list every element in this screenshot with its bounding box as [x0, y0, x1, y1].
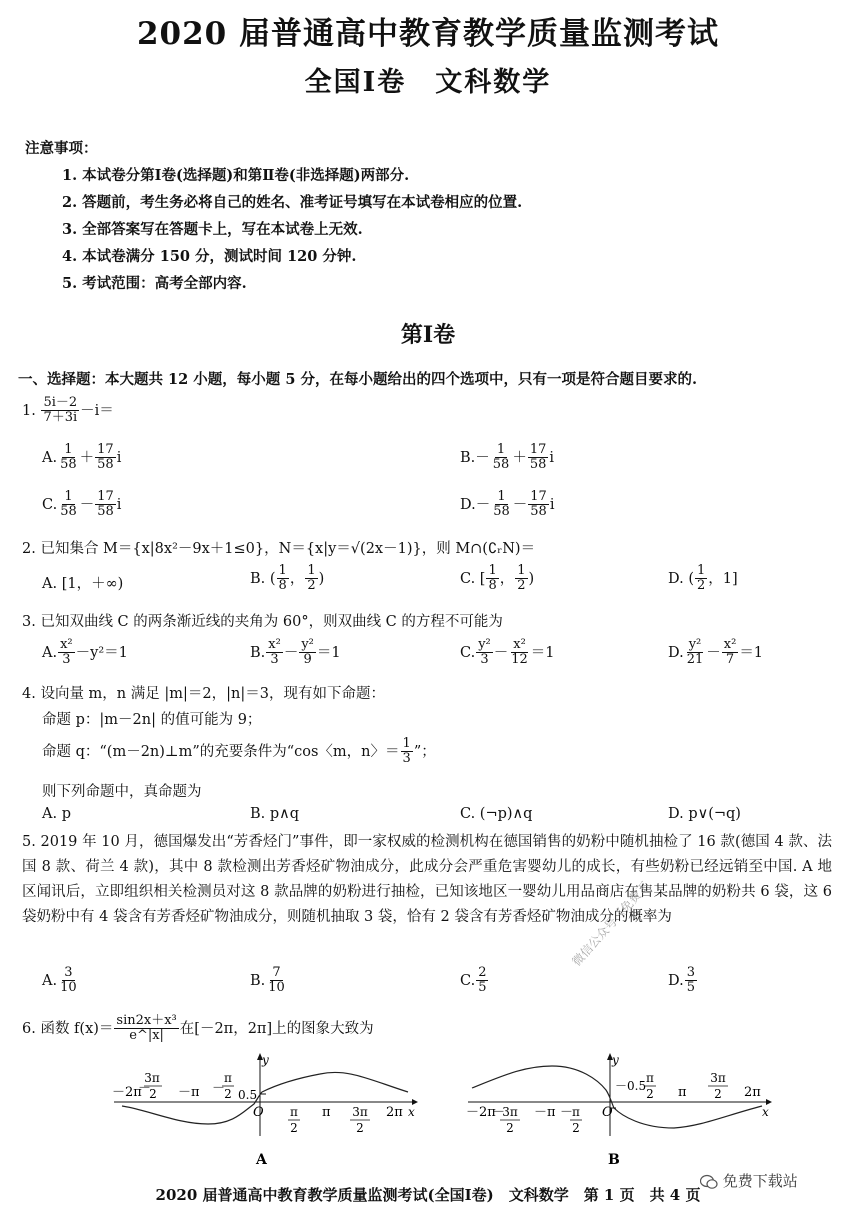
q3-option-c: C. $\frac{\text{y²}}{3}$ － $\frac{\text{x²}}{12}$ ＝1 — [460, 637, 555, 668]
graph-b-fr2-num: π — [572, 1105, 580, 1119]
graph-b-y-label: y — [612, 1053, 619, 1067]
q5-option-d: D. $\frac{3}{5}$ — [668, 965, 695, 996]
graph-a-val: 0.5 — [238, 1088, 258, 1102]
graph-b-origin: O — [602, 1105, 613, 1120]
graph-b-tick-2pi: 2π — [744, 1085, 761, 1100]
graph-a-fr1-num: 3π — [144, 1071, 160, 1085]
graph-b-x-label: x — [762, 1105, 769, 1119]
graph-a-tick-neg2pi: －2π — [112, 1085, 142, 1100]
q5-option-b: B. $\frac{7}{10}$ — [250, 965, 285, 996]
page-footer: 2020 届普通高中教育教学质量监测考试(全国Ⅰ卷) 文科数学 第 1 页 共 4 页 — [155, 1186, 701, 1204]
q4-proposition-q: 命题 q：“(m－2n)⊥m”的充要条件为“cos〈m，n〉＝ $\frac{1}{3}$ ”； — [42, 736, 436, 767]
graph-a-tick-pi: π — [322, 1105, 331, 1120]
q4-proposition-p: 命题 p：|m－2n| 的值可能为 9； — [42, 712, 262, 728]
note-item: 1. 本试卷分第Ⅰ卷(选择题)和第Ⅱ卷(非选择题)两部分. — [62, 167, 410, 184]
q4-option-d: D. p∨(¬q) — [668, 806, 741, 822]
question-4: 4. 设向量 m，n 满足 |m|＝2，|n|＝3，现有如下命题： — [22, 686, 385, 702]
graph-a-origin: O — [253, 1105, 264, 1120]
question-6: 6. 函数 f(x)＝ $\frac{\text{sin2x＋x³}}{e\^{}|x|}$ 在[－2π，2π]上的图象大致为 — [22, 1013, 374, 1044]
q4-option-a: A. p — [42, 806, 71, 822]
graph-a-fr4-den: 2 — [356, 1121, 364, 1135]
q1-option-b: B.－ $\frac{1}{58}$ ＋ $\frac{17}{58}$ i — [460, 442, 554, 473]
graph-b-fr3-den: 2 — [646, 1087, 654, 1101]
graph-b-tick-pi: π — [678, 1085, 687, 1100]
volume-title: 第Ⅰ卷 — [400, 322, 456, 348]
q3-option-b: B. $\frac{\text{x²}}{3}$ － $\frac{\text{y²}}{9}$ ＝1 — [250, 637, 341, 668]
graph-b-fr1-den: 2 — [506, 1121, 514, 1135]
graph-b-fr1-num: 3π — [502, 1105, 518, 1119]
graph-b-fr4-den: 2 — [714, 1087, 722, 1101]
graph-b-val: －0.5 — [615, 1079, 647, 1093]
graph-b — [462, 1052, 774, 1172]
graph-a-fr2-num: π — [224, 1071, 232, 1085]
graph-b-tick-negpi: －π — [534, 1105, 556, 1120]
q1-number: 1. — [22, 402, 36, 419]
note-item: 3. 全部答案写在答题卡上，写在本试卷上无效. — [62, 221, 363, 238]
graph-b-minus-3pi2: － — [492, 1105, 506, 1120]
watermark-text: 免费下载站 — [722, 1172, 798, 1190]
q1-option-d: D.－ $\frac{1}{58}$ － $\frac{17}{58}$ i — [460, 489, 555, 520]
q5-option-c: C. $\frac{2}{5}$ — [460, 965, 487, 996]
graph-b-tick-neg2pi: －2π — [466, 1105, 496, 1120]
q4-option-c: C. (¬p)∧q — [460, 806, 533, 822]
note-item: 2. 答题前，考生务必将自己的姓名、准考证号填写在本试卷相应的位置. — [62, 194, 523, 211]
graph-b-minus-pi2: － — [560, 1105, 574, 1120]
graph-b-label: B — [608, 1152, 620, 1168]
graph-a-y-label: y — [262, 1053, 269, 1067]
q5-option-a: A. $\frac{3}{10}$ — [42, 965, 77, 996]
q2-option-a: A. [1，＋∞) — [42, 576, 124, 592]
question-5: 5. 2019 年 10 月，德国爆发出“芳香烃门”事件，即一家权威的检测机构在德国销售的奶粉中随机抽检了 16 款(德国 4 款、法国 8 款、荷兰 4 款)，其中 8 款检测出芳香烃矿物油成分，此成分会严重危害婴幼儿的成长，有些奶粉已经远销至中国. A 地区闻讯后，立即组织相关检测员对这 8 款品牌的奶粉进行抽检，已知该地区一婴幼儿用品商店在售某品牌的奶粉共 6 袋，这 6 袋奶粉中有 4 袋含有芳香烃矿物油成分，则随机抽取 3 袋，恰有 2 袋含有芳香烃矿物油成分的概率为 — [22, 834, 832, 925]
q3-option-a: A. $\frac{\text{x²}}{3}$ －y²＝1 — [42, 637, 128, 668]
graph-a-label: A — [256, 1152, 267, 1168]
q4-option-b: B. p∧q — [250, 806, 300, 822]
graph-a-fr3-den: 2 — [290, 1121, 298, 1135]
q1-rest: －i＝ — [80, 402, 114, 419]
exam-title: 2020 届普通高中教育教学质量监测考试 — [136, 16, 720, 52]
graph-a-minus-3pi2: － — [138, 1081, 152, 1096]
q3-option-d: D. $\frac{\text{y²}}{21}$ － $\frac{\text{x²}}{7}$ ＝1 — [668, 637, 764, 668]
question-2: 2. 已知集合 M＝{x|8x²－9x＋1≤0}，N＝{x|y＝√(2x－1)}，则 M∩(∁ᵣN)＝ — [22, 541, 536, 557]
graph-a-tick-negpi: －π — [178, 1085, 200, 1100]
watermark-stamp: 微信公众号《免费下 — [569, 879, 653, 969]
q1-fraction: $\frac{5i-2}{7+3i}$ — [43, 395, 78, 426]
graph-a-fr2-den: 2 — [224, 1087, 232, 1101]
graph-b-fr4-num: 3π — [710, 1071, 726, 1085]
section-title: 一、选择题：本大题共 12 小题，每小题 5 分，在每小题给出的四个选项中，只有一项是符合题目要求的. — [18, 371, 698, 388]
q2-option-d: D. ( $\frac{1}{2}$ ，1] — [668, 563, 738, 594]
note-item: 5. 考试范围：高考全部内容. — [62, 275, 247, 292]
graph-b-fr3-num: π — [646, 1071, 654, 1085]
question-1 — [22, 396, 114, 426]
graph-a-fr3-num: π — [290, 1105, 298, 1119]
q2-option-b: B. ( $\frac{1}{8}$ ， $\frac{1}{2}$ ) — [250, 563, 325, 594]
q1-option-c: C. $\frac{1}{58}$ － $\frac{17}{58}$ i — [42, 489, 122, 520]
graph-a-fr1-den: 2 — [149, 1087, 157, 1101]
note-item: 4. 本试卷满分 150 分，测试时间 120 分钟. — [62, 248, 357, 265]
q4-prompt: 则下列命题中，真命题为 — [42, 784, 202, 800]
question-3: 3. 已知双曲线 C 的两条渐近线的夹角为 60°，则双曲线 C 的方程不可能为 — [22, 614, 503, 630]
graph-a — [108, 1052, 420, 1172]
exam-subtitle: 全国Ⅰ卷 文科数学 — [304, 67, 552, 98]
graph-a-x-label: x — [408, 1105, 415, 1119]
graph-a-fr4-num: 3π — [352, 1105, 368, 1119]
notes-heading: 注意事项： — [25, 140, 98, 157]
q2-option-c: C. [ $\frac{1}{8}$ ， $\frac{1}{2}$ ) — [460, 563, 535, 594]
graph-b-fr2-den: 2 — [572, 1121, 580, 1135]
graph-a-tick-2pi: 2π — [386, 1105, 403, 1120]
q1-option-a: A. $\frac{1}{58}$ ＋ $\frac{17}{58}$ i — [42, 442, 122, 473]
graph-a-minus-pi2: － — [212, 1081, 226, 1096]
